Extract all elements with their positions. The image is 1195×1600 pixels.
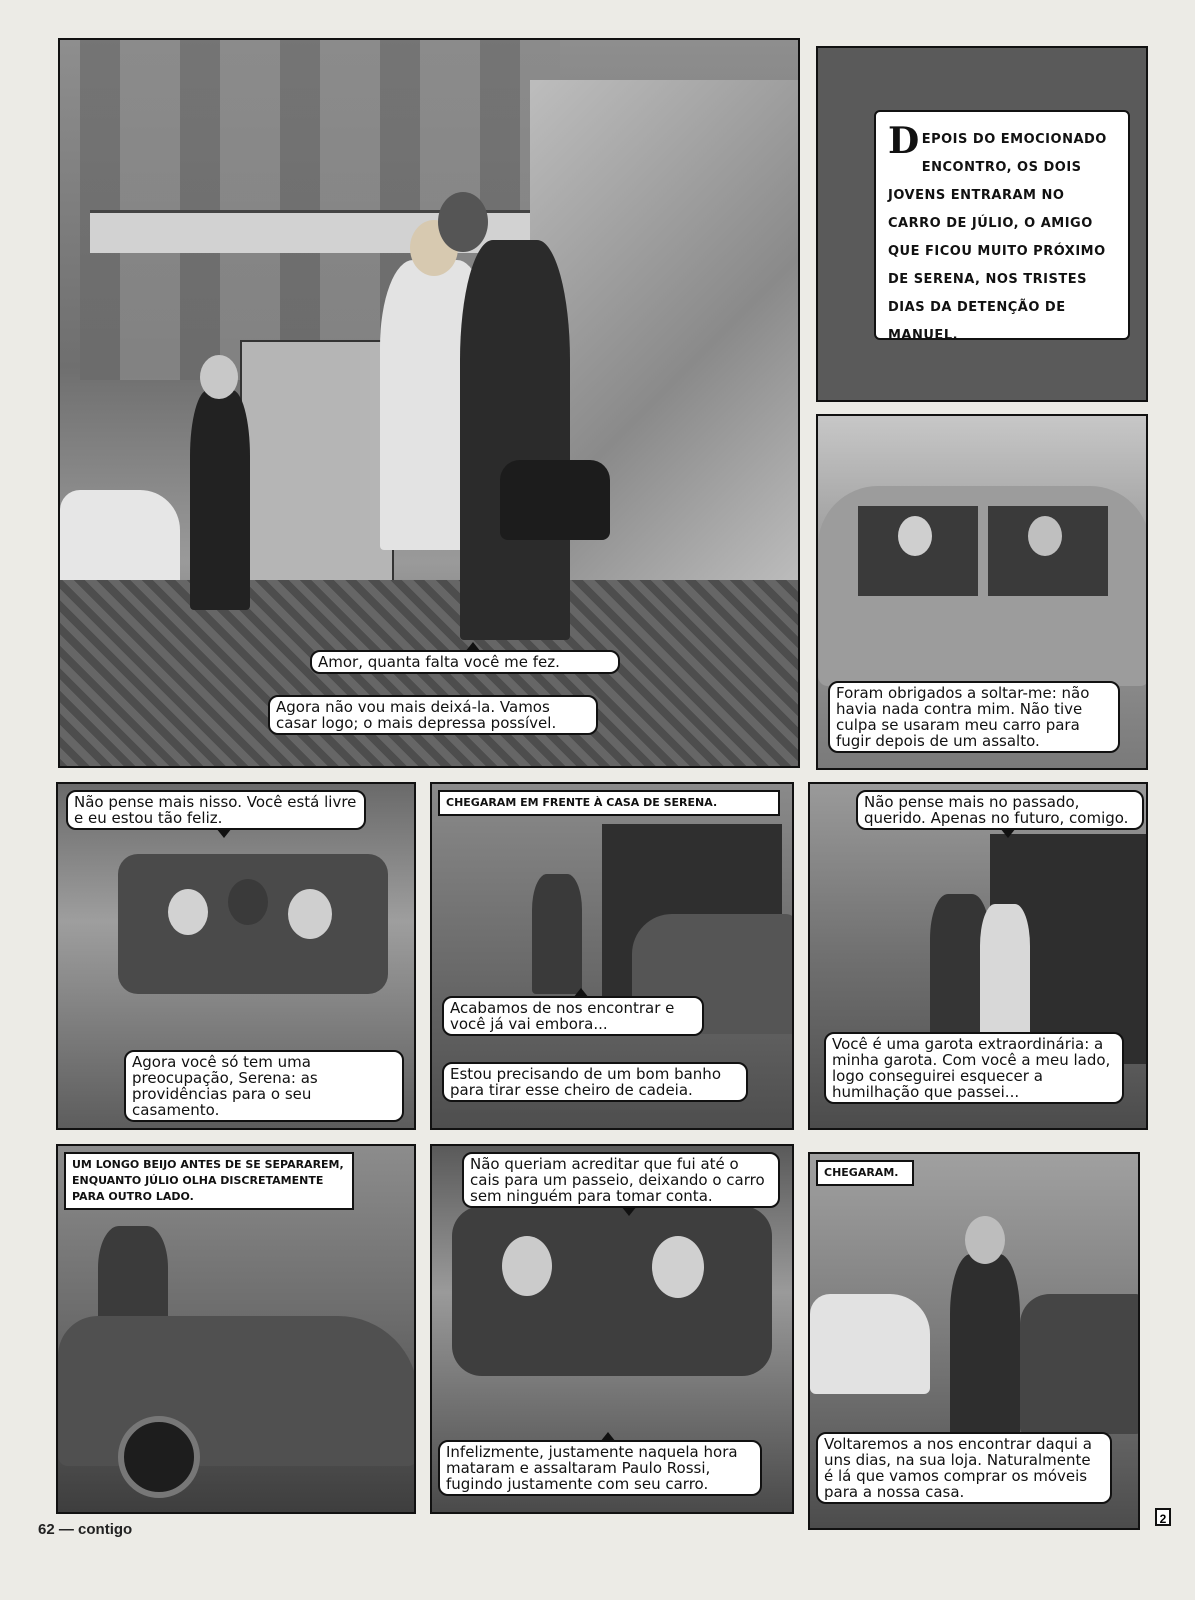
bubble-voce-e-garota: Você é uma garota extraordinária: a minha garota. Com você a meu lado, logo conseguirei esquecer a humilhação que passei... <box>824 1032 1124 1104</box>
panel-7-kiss <box>56 1144 416 1514</box>
travel-bag <box>500 460 610 540</box>
panel-2-narration <box>816 46 1148 402</box>
panel-5-arrive-house <box>430 782 794 1130</box>
narration-dropcap: D <box>888 120 920 162</box>
head-driver <box>1028 516 1062 556</box>
bubble-nao-pense-nisso: Não pense mais nisso. Você está livre e eu estou tão feliz. <box>66 790 366 830</box>
panel-9-chegaram <box>808 1152 1140 1530</box>
panel-3-car-release <box>816 414 1148 770</box>
narration-text: EPOIS DO EMOCIONADO ENCONTRO, OS DOIS JOVENS ENTRARAM NO CARRO DE JÚLIO, O AMIGO QUE FICOU MUITO PRÓXIMO DE SERENA, NOS TRISTES DIAS DA DETENÇÃO DE MANUEL. <box>888 132 1107 343</box>
head-julio-car <box>288 889 332 939</box>
car-dark <box>1020 1294 1140 1434</box>
bubble-agora-nao: Agora não vou mais deixá-la. Vamos casar logo; o mais depressa possível. <box>268 695 598 735</box>
windshield-front <box>452 1206 772 1376</box>
car-wheel <box>118 1416 200 1498</box>
figure-manuel-street <box>950 1254 1020 1454</box>
head-manuel <box>438 192 488 252</box>
head-julio <box>200 355 238 399</box>
page-number-box: 2 <box>1155 1508 1171 1526</box>
figure-serena-door <box>980 904 1030 1044</box>
figure-couple <box>532 874 582 994</box>
bubble-nao-pense-passado: Não pense mais no passado, querido. Apenas no futuro, comigo. <box>856 790 1144 830</box>
bubble-nao-queriam: Não queriam acreditar que fui até o cais para um passeio, deixando o carro sem ninguém para tomar conta. <box>462 1152 780 1208</box>
car-side <box>58 1316 416 1466</box>
figure-julio <box>190 390 250 610</box>
panel-8-cais <box>430 1144 794 1514</box>
panel-6-future <box>808 782 1148 1130</box>
footer-dash: — <box>58 1521 74 1538</box>
bubble-infelizmente: Infelizmente, justamente naquela hora mataram e assaltaram Paulo Rossi, fugindo justamente com seu carro. <box>438 1440 762 1496</box>
bubble-acabamos: Acabamos de nos encontrar e você já vai embora... <box>442 996 704 1036</box>
head-serena-car <box>168 889 208 935</box>
head-manuel-street <box>965 1216 1005 1264</box>
pavement <box>60 580 800 768</box>
head-manuel-car <box>228 879 268 925</box>
bubble-foram-obrigados: Foram obrigados a soltar-me: não havia nada contra mim. Não tive culpa se usaram meu carro para fugir depois de um assalto. <box>828 681 1120 753</box>
parked-car <box>60 490 180 590</box>
page-footer <box>38 1521 132 1538</box>
caption-longo-beijo: UM LONGO BEIJO ANTES DE SE SEPARAREM, ENQUANTO JÚLIO OLHA DISCRETAMENTE PARA OUTRO LADO. <box>64 1152 354 1210</box>
figure-manuel <box>460 240 570 640</box>
bubble-agora-voce: Agora você só tem uma preocupação, Serena: as providências para o seu casamento. <box>124 1050 404 1122</box>
head-manuel-front <box>502 1236 552 1296</box>
panel-4-car-talk <box>56 782 416 1130</box>
bubble-amor: Amor, quanta falta você me fez. <box>310 650 620 674</box>
head-passenger <box>898 516 932 556</box>
magazine-name: contigo <box>78 1521 133 1538</box>
bubble-voltaremos: Voltaremos a nos encontrar daqui a uns dias, na sua loja. Naturalmente é lá que vamos comprar os móveis para a nossa casa. <box>816 1432 1112 1504</box>
bubble-estou-precisando: Estou precisando de um bom banho para tirar esse cheiro de cadeia. <box>442 1062 748 1102</box>
panel-1-street-embrace <box>58 38 800 768</box>
caption-chegaram-frente: CHEGARAM EM FRENTE À CASA DE SERENA. <box>438 790 780 816</box>
narration-box <box>874 110 1130 343</box>
car-white <box>810 1294 930 1394</box>
caption-chegaram: CHEGARAM. <box>816 1160 914 1186</box>
kiosk <box>240 340 394 594</box>
page-number: 62 <box>38 1521 55 1538</box>
head-julio-front <box>652 1236 704 1298</box>
